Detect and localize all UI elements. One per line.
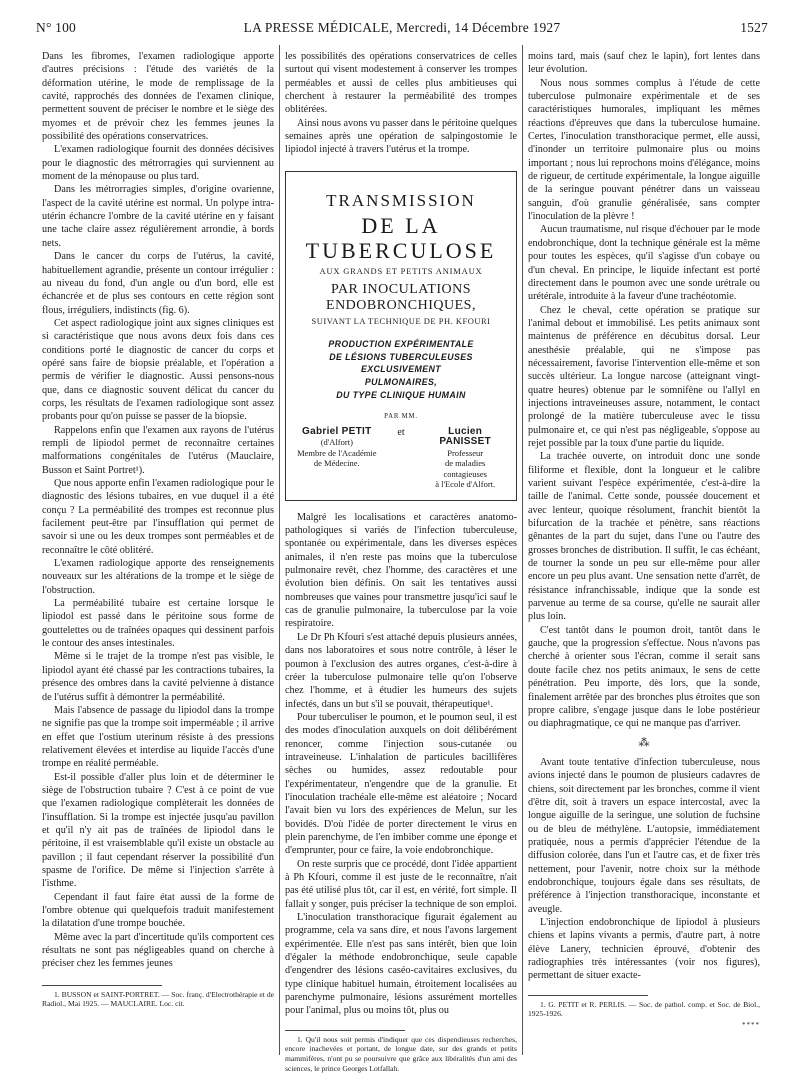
- page-number: 1527: [740, 20, 768, 35]
- author-affiliation: de Médecine.: [313, 458, 360, 469]
- paragraph: Même avec la part d'incertitude qu'ils comportent ces résultats ne sont pas négligeables quand on cherche à préciser chez les femmes jeunes: [42, 931, 274, 970]
- footnote-rule: [528, 995, 648, 996]
- paragraph: Avant toute tentative d'infection tuberculeuse, nous avions injecté dans le poumon de plusieurs cadavres de chiens, soit directement par les bronches, comme il vient d'être dit, soit à travers un espace intercostal, avec la longue aiguille de la seringue, une solution de fuchsine ou de bleu de méthylène. L'autopsie, immédiatement pratiquée, nous a permis d'apprécier l'étendue de la diffusion colorée, dans l'un et l'autre cas, et de fixer très nettement, pour l'avenir, notre choix sur la méthode endobronchique, toujours égale dans ses résultats, de préférence à l'injection transthoracique, inconstante et aveugle.: [528, 756, 760, 915]
- footnote-rule: [42, 985, 162, 986]
- footnote-block: [42, 985, 274, 1009]
- paragraph: La trachée ouverte, on introduit donc une sonde filiforme et flexible, dont la longueur et le calibre varient suivant l'espèce expérimentée, c'est-à-dire la taille de l'animal. Cette sonde, poussée doucement et avec lenteur, quoique résolument, franchit bientôt la bifurcation de la trachée et pénètre, sans réactions gênantes de la part du sujet, dans l'une ou l'autre des grosses bronches de distribution. Il suffit, le cas échéant, de tourner la sonde un peu sur elle-même pour aller encore un peu plus avant. Une sensation nette d'arrêt, de résistance infranchissable, indique que la sonde est parvenue au terme de sa course, qu'elle ne saurait aller plus loin.: [528, 451, 760, 623]
- article-title-line: AUX GRANDS ET PETITS ANIMAUX: [319, 265, 483, 276]
- paragraph: les possibilités des opérations conservatrices de celles surtout qui visent modestement à conserver les trompes perméables et aussi de celles plus ambitieuses qui cherchent à restaurer la perméabilité des trompes oblitérées.: [285, 51, 517, 116]
- paragraph: L'inoculation transthoracique figurait également au programme, cela va sans dire, et nous l'avons largement expérimentée. Elle n'est pas sans intérêt, bien que loin d'égaler la méthode endobronchique, seule capable d'engendrer des lésions caséo-cavitaires exclusives, du type clinique habituel humain, étroitement localisées au parenchyme pulmonaire, lésions assurément mortelles pour l'animal, plus ou moins tôt, plus ou: [285, 912, 517, 1017]
- paragraph: Cependant il faut faire état aussi de la forme de l'ombre obtenue qui quelquefois traduit manifestement la dilatation d'une trompe bouchée.: [42, 891, 274, 930]
- author-1: [294, 427, 380, 490]
- column-rule-1: [279, 45, 280, 1055]
- paragraph: Pour tuberculiser le poumon, et le poumon seul, il est des modes d'inoculation auxquels on doit délibérément renoncer, comme l'injection sous-cutanée ou intraveineuse. L'inhalation de particules bacillifères sèches ou humides, assez redoutable pour l'expérimentateur, n'engendre que de la granulie. Et l'inoculation trachéale elle-même est aléatoire ; Nocard l'avait bien vu lors des expériences de Melun, sur les bovidés. D'où l'idée de porter directement le virus en plein parenchyme, de l'en imbiber comme une éponge et d'emprunter, pour ce faire, la voie endobronchique.: [285, 711, 517, 857]
- page-header: [36, 12, 768, 34]
- paragraph: Chez le cheval, cette opération se pratique sur l'animal debout et immobilisé. Les petits animaux sont maintenus de préférence en décubitus dorsal. Leur anesthésie préalable, qui ne s'impose pas nécessairement, favorise l'intervention elle-même et son succès ultérieur. La longue narcose (atteignant vingt-quatre heures) obtenue par le somnifène ou l'allyl en injections intraveineuses assure, notamment, le contact prolongé de la matière tuberculeuse avec le tissu pulmonaire et, ce qui n'est pas négligeable, s'oppose au rejet possible par la toux d'une partie du liquide.: [528, 304, 760, 449]
- running-title: LA PRESSE MÉDICALE, Mercredi, 14 Décembre 1927: [243, 20, 561, 35]
- paragraph: L'examen radiologique apporte des renseignements nouveaux sur les altérations de la trompe et le siège de l'obstruction.: [42, 558, 274, 596]
- paragraph: Cet aspect radiologique joint aux signes cliniques est si caractéristique que nous avons deux fois dans ces conditions porté le diagnostic de cancer du corps et opéré sans faire de biopsie préalable, et l'opération a permis de vérifier le diagnostic. Aussi pensons-nous que, dans ce diagnostic souvent délicat du cancer du corps, les résultats de l'examen radiologique sont assez probants pour qu'on puisse se passer de la biopsie.: [42, 317, 274, 423]
- paragraph: Ainsi nous avons vu passer dans le péritoine quelques semaines après une opération de salpingostomie le lipiodol injecté à travers l'utérus et la trompe.: [285, 117, 517, 156]
- author-affiliation: (d'Alfort): [320, 437, 353, 448]
- article-title-line: TRANSMISSION: [326, 190, 476, 210]
- author-affiliation: à l'Ecole d'Alfort.: [435, 479, 496, 490]
- footnote: 1. BUSSON et SAINT-PORTRET. — Soc. franç. d'Electrothérapie et de Radiol., Mai 1925. — MAUCLAIRE. Loc. cit.: [42, 989, 274, 1009]
- author-affiliation: de maladies contagieuses: [443, 458, 487, 479]
- author-conjunction: et: [397, 426, 405, 438]
- paragraph: Est-il possible d'aller plus loin et de déterminer le siège de l'obstruction tubaire ? C'est à ce point de vue que l'examen radiologique complèterait les données de l'insufflation. Si la trompe est injectée jusqu'au pavillon et qu'il n'y ait pas de traînées de lipiodol dans le péritoine, il est vraisemblable qu'il existe un obstacle au pavillon ; il faut cependant réserver la possibilité d'un spasme de l'orifice. De même si l'injection s'arrête à l'isthme.: [42, 771, 274, 890]
- article-title-line: SUIVANT LA TECHNIQUE DE PH. KFOURI: [311, 315, 491, 326]
- footnote-rule: [285, 1030, 405, 1031]
- article-title-line: PAR INOCULATIONS ENDOBRONCHIQUES,: [326, 282, 476, 313]
- paragraph: Mais l'absence de passage du lipiodol dans la trompe ne signifie pas que la trompe soit imperméable ; il arrive en effet que l'ostium uterinum résiste à des pressions relativement élevées et interdise au liquide l'accès d'une trompe en réalité perméable.: [42, 704, 274, 770]
- author-affiliation: Professeur: [447, 447, 484, 458]
- paragraph: Le Dr Ph Kfouri s'est attaché depuis plusieurs années, dans nos laboratoires et sous notre contrôle, à léser le poumon à l'exclusion des autres organes, c'est-à-dire à créer la tuberculose pulmonaire telle qu'on l'observe chez l'homme, et à étudier les humeurs des sujets infectés, dans un but s'il se pouvait, thérapeutique¹.: [285, 631, 517, 710]
- paragraph: Même si le trajet de la trompe n'est pas visible, le lipiodol ayant été chassé par les contractions tubaires, la présence des ombres dans la cavité pelvienne à distance de l'utérus suffit à démontrer la perméabilité.: [42, 651, 274, 703]
- author-affiliation: Membre de l'Académie: [297, 447, 377, 458]
- paragraph: L'examen radiologique fournit des données décisives pour le diagnostic des métrorragies qui surviennent au moment de la ménopause ou plus tard.: [42, 144, 274, 183]
- column-right: [528, 50, 760, 1050]
- column-middle: [285, 50, 517, 1073]
- paragraph: La perméabilité tubaire est certaine lorsque le lipiodol est passé dans le péritoine sous forme de gouttelettes ou de traînées opaques qui dessinent parfois le contour des anses intestinales.: [42, 598, 274, 650]
- footnote: 1. G. PETIT et R. PERLIS. — Soc. de pathol. comp. et Soc. de Biol., 1925-1926.: [528, 999, 760, 1019]
- paragraph: Que nous apporte enfin l'examen radiologique pour le diagnostic des lésions tubaires, en vue duquel il a été conçu ? La perméabilité des trompes est reconnue plus facilement peut-être par l'insufflation qui permet de savoir si une ou les deux trompes sont perméables et de reconnaître le côté oblitéré.: [42, 478, 274, 556]
- subtitle-line: DE LÉSIONS TUBERCULEUSES EXCLUSIVEMENT: [329, 351, 473, 375]
- paragraph: Dans le cancer du corps de l'utérus, la cavité, habituellement agrandie, présente un contour irrégulier : au niveau du fond, d'un angle ou d'un bord, elle est échancrée et de plus ses contours en cette région sont flous, irréguliers, indistincts (fig. 6).: [42, 251, 274, 316]
- subtitle-line: PULMONAIRES,: [364, 377, 438, 388]
- author-name: Lucien PANISSET: [439, 425, 492, 448]
- paragraph: On reste surpris que ce procédé, dont l'idée appartient à Ph Kfouri, comme il est juste de le reconnaître, n'ait pas été utilisé plus tôt, car il est, en vérité, fort simple. Il fallait y songer, puis préciser la technique de son emploi.: [285, 858, 517, 910]
- column-left: [42, 50, 274, 1050]
- authors: [294, 427, 508, 490]
- article-subtitle: [294, 338, 508, 401]
- section-separator: ⁂: [638, 736, 650, 749]
- article-title-box: [285, 171, 517, 501]
- author-2: [422, 427, 508, 490]
- subtitle-line: PRODUCTION EXPÉRIMENTALE: [328, 339, 474, 350]
- article-title-line: DE LA TUBERCULOSE: [305, 213, 497, 263]
- subtitle-line: DU TYPE CLINIQUE HUMAIN: [336, 389, 466, 400]
- paragraph: Aucun traumatisme, nul risque d'échouer par le mode endobronchique, dont la technique générale est la même pour toutes les espèces, qu'il s'agisse d'un cobaye ou d'un cheval. En principe, le liquide infectant est porté directement dans le poumon avec une sonde urétrale ou urétérale, introduite à la faveur d'une trachéotomie.: [528, 224, 760, 303]
- paragraph: Dans les métrorragies simples, d'origine ovarienne, l'aspect de la cavité utérine est normal. Un polype intra-utérin échancre l'ombre de la cavité utérine en y faisant une tache claire assez régulièrement arrondie, à bords nets.: [42, 184, 274, 249]
- paragraph: Dans les fibromes, l'examen radiologique apporte d'autres précisions : l'étude des variétés de la déformation utérine, le mode de remplissage de la cavité, rapprochés des données de l'examen clinique, permettent souvent de préciser le nombre et le siège des myomes et de prévoir chez les femmes jeunes la possibilité des opérations conservatrices.: [42, 51, 274, 143]
- footnote-block: [528, 995, 760, 1019]
- column-rule-2: [522, 45, 523, 1055]
- paragraph: L'injection endobronchique de lipiodol à plusieurs chiens et lapins vivants a permis, d'autre part, à notre élève Lanery, technicien éprouvé, d'obtenir des radiographies très intéressantes (voir nos figures), permettant de situer exacte-: [528, 917, 760, 982]
- by-line: PAR MM.: [384, 413, 418, 421]
- paragraph: Rappelons enfin que l'examen aux rayons de l'utérus rempli de lipiodol permet de reconnaître certaines malformations congénitales de l'utérus (Mauclaire, Busson et Saint Portret¹).: [42, 424, 274, 476]
- footnote: 1. Qu'il nous soit permis d'indiquer que ces dispendieuses recherches, encore inachevées et portant, de longue date, sur des grands et petits mammifères, n'ont pu se poursuivre que grâce aux libéralités d'un ami des sciences, le prince Georges Lotfallah.: [285, 1034, 517, 1073]
- author-name: Gabriel PETIT: [302, 425, 372, 437]
- end-mark: ****: [742, 1020, 760, 1029]
- paragraph: Nous nous sommes complus à l'étude de cette tuberculose pulmonaire expérimentale et de ses caractéristiques humorales, impliquant les mêmes réactions d'épreuves que dans la tuberculose humaine. Certes, l'inoculation transthoracique permet, elle aussi, d'inonder un territoire pulmonaire plus ou moins important ; nous lui reprochons moins d'élégance, moins de rigueur, de certitude expérimentale, la longue aiguille de la seringue pouvant pénétrer dans un vaisseau sanguin, d'où granulie généralisée, sans compter l'inoculation de la plèvre !: [528, 77, 760, 223]
- paragraph: moins tard, mais (sauf chez le lapin), fort lentes dans leur évolution.: [528, 51, 760, 76]
- footnote-block: [285, 1030, 517, 1073]
- paragraph: C'est tantôt dans le poumon droit, tantôt dans le gauche, que la progression s'effectue. Nous n'avons pas cherché à orienter sous l'écran, comme il serait sans doute facile chez nos petits animaux, le sens de cette pénétration. Peu importe, dès lors, que la sonde, finalement arrêtée par des bronches plus étroites que son propre calibre, s'engage jusque dans le lobe postérieur ou diaphragmatique, ce qui ne manque pas d'arriver.: [528, 624, 760, 730]
- paragraph: Malgré les localisations et caractères anatomo-pathologiques si variés de l'infection tuberculeuse, spontanée ou expérimentale, dans les diverses espèces animales, il n'en reste pas moins que la tuberculose pulmonaire revêt, chez l'homme, des caractères et une évolution bien définis. On sait les tentatives aussi nombreuses que vaines pour transmettre jusqu'ici sauf le cas de granulie pulmonaire, la tuberculose par la voie respiratoire.: [285, 511, 517, 630]
- issue-number: N° 100: [36, 20, 76, 35]
